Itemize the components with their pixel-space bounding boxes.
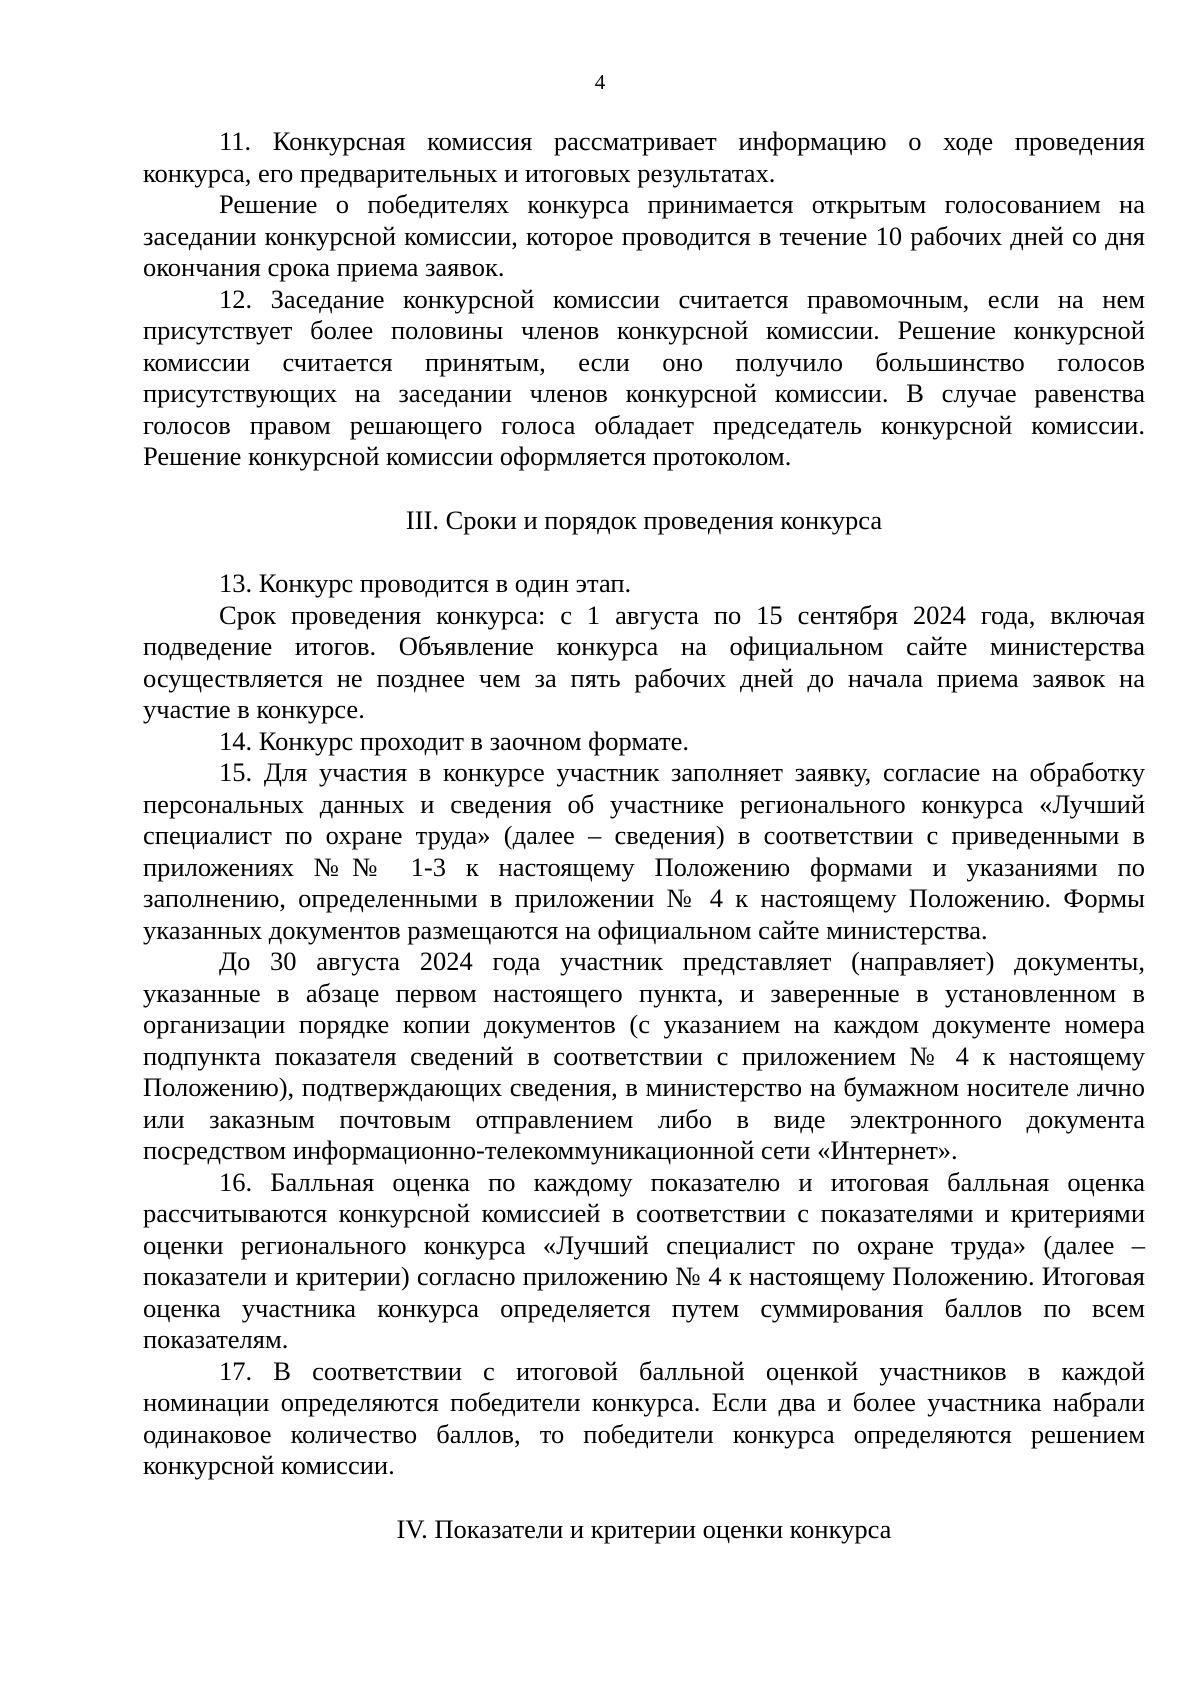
paragraph-15-deadline: До 30 августа 2024 года участник представляет (направляет) документы, указанные в абзаце первом настоящего пункта, и заверенные в установленном в организации порядке копии документов (с указанием на каждом документе номера подпункта показателя сведений в соответствии с приложением № 4 к настоящему Положению), подтверждающих сведения, в министерство на бумажном носителе лично или заказным почтовым отправлением либо в виде электронного документа посредством информационно-телекоммуникационной сети «Интернет». [143, 946, 1145, 1165]
paragraph-12: 12. Заседание конкурсной комиссии считается правомочным, если на нем присутствует более половины членов конкурсной комиссии. Решение конкурсной комиссии считается принятым, если оно получило большинство голосов присутствующих на заседании членов конкурсной комиссии. В случае равенства голосов правом решающего голоса обладает председатель конкурсной комиссии. Решение конкурсной комиссии оформляется протоколом. [143, 283, 1145, 471]
paragraph-14: 14. Конкурс проходит в заочном формате. [219, 725, 690, 756]
document-body [143, 126, 1145, 1545]
paragraph-13-term: Срок проведения конкурса: с 1 августа по 15 сентября 2024 года, включая подведение итогов. Объявление конкурса на официальном сайте министерства осуществляется не позднее чем за пять рабочих дней до начала приема заявок на участие в конкурсе. [143, 599, 1145, 724]
page-number: 4 [594, 70, 606, 94]
paragraph-11: 11. Конкурсная комиссия рассматривает информацию о ходе проведения конкурса, его предварительных и итоговых результатах. [143, 126, 1145, 188]
section-3-heading: III. Сроки и порядок проведения конкурса [405, 504, 883, 535]
paragraph-17: 17. В соответствии с итоговой балльной оценкой участников в каждой номинации определяются победители конкурса. Если два и более участника набрали одинаковое количество баллов, то победители конкурса определяются решением конкурсной комиссии. [143, 1355, 1145, 1480]
section-4-heading: IV. Показатели и критерии оценки конкурса [396, 1513, 892, 1544]
paragraph-15: 15. Для участия в конкурсе участник заполняет заявку, согласие на обработку персональных данных и сведения об участнике регионального конкурса «Лучший специалист по охране труда» (далее – сведения) в соответствии с приведенными в приложениях №№ 1-3 к настоящему Положению формами и указаниями по заполнению, определенными в приложении № 4 к настоящему Положению. Формы указанных документов размещаются на официальном сайте министерства. [143, 757, 1145, 945]
paragraph-13: 13. Конкурс проводится в один этап. [219, 568, 632, 598]
paragraph-16: 16. Балльная оценка по каждому показателю и итоговая балльная оценка рассчитываются конкурсной комиссией в соответствии с показателями и критериями оценки регионального конкурса «Лучший специалист по охране труда» (далее – показатели и критерии) согласно приложению № 4 к настоящему Положению. Итоговая оценка участника конкурса определяется путем суммирования баллов по всем показателям. [143, 1166, 1145, 1354]
paragraph-11-decision: Решение о победителях конкурса принимается открытым голосованием на заседании конкурсной комиссии, которое проводится в течение 10 рабочих дней со дня окончания срока приема заявок. [143, 189, 1145, 282]
